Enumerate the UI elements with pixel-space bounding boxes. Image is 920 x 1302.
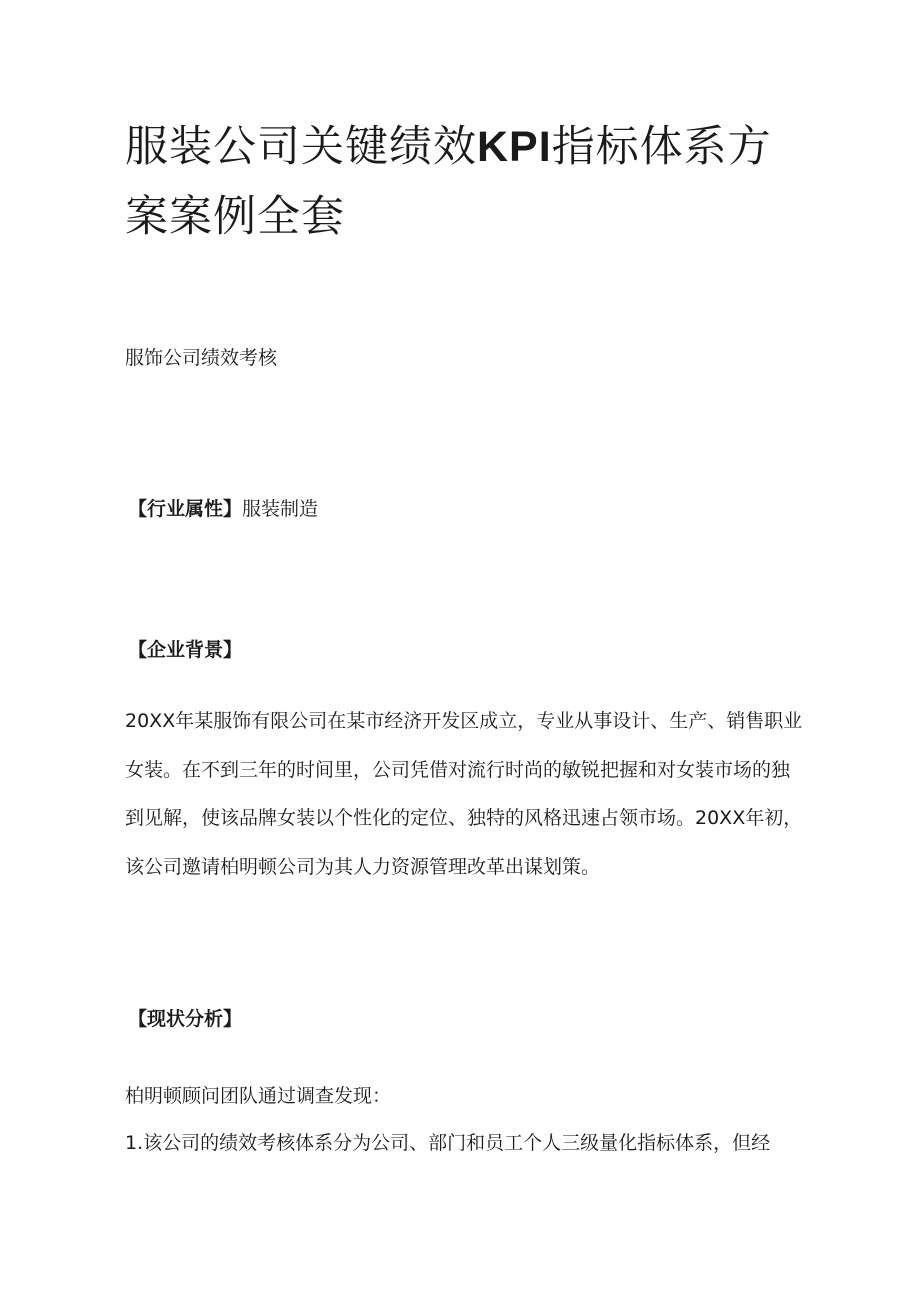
industry-label: 【行业属性】: [128, 498, 243, 520]
document-subtitle: 服饰公司绩效考核: [125, 347, 278, 369]
document-title: [125, 112, 805, 252]
analysis-item-1: 1.该公司的绩效考核体系分为公司、部门和员工个人三级量化指标体系，但经: [125, 1132, 771, 1154]
background-paragraph: 20XX年某服饰有限公司在某市经济开发区成立，专业从事设计、生产、销售职业女装。在不到三年的时间里，公司凭借对流行时尚的敏锐把握和对女装市场的独到见解，使该品牌女装以个性化的定位、独特的风格迅速占领市场。20XX年初，该公司邀请柏明顿公司为其人力资源管理改革出谋划策。: [125, 710, 803, 878]
title-kpi: KPI: [477, 123, 552, 171]
analysis-heading: [128, 1004, 242, 1034]
title-part-1: 服装公司关键绩效: [125, 122, 477, 172]
analysis-label: 【现状分析】: [128, 1008, 243, 1030]
background-heading: [128, 635, 242, 665]
background-label: 【企业背景】: [128, 639, 243, 661]
analysis-intro: 柏明顿顾问团队通过调查发现：: [125, 1085, 392, 1107]
industry-section: [128, 494, 318, 524]
industry-value: 服装制造: [242, 498, 319, 520]
title-part-2: 指标体系方案案例全套: [125, 122, 772, 242]
